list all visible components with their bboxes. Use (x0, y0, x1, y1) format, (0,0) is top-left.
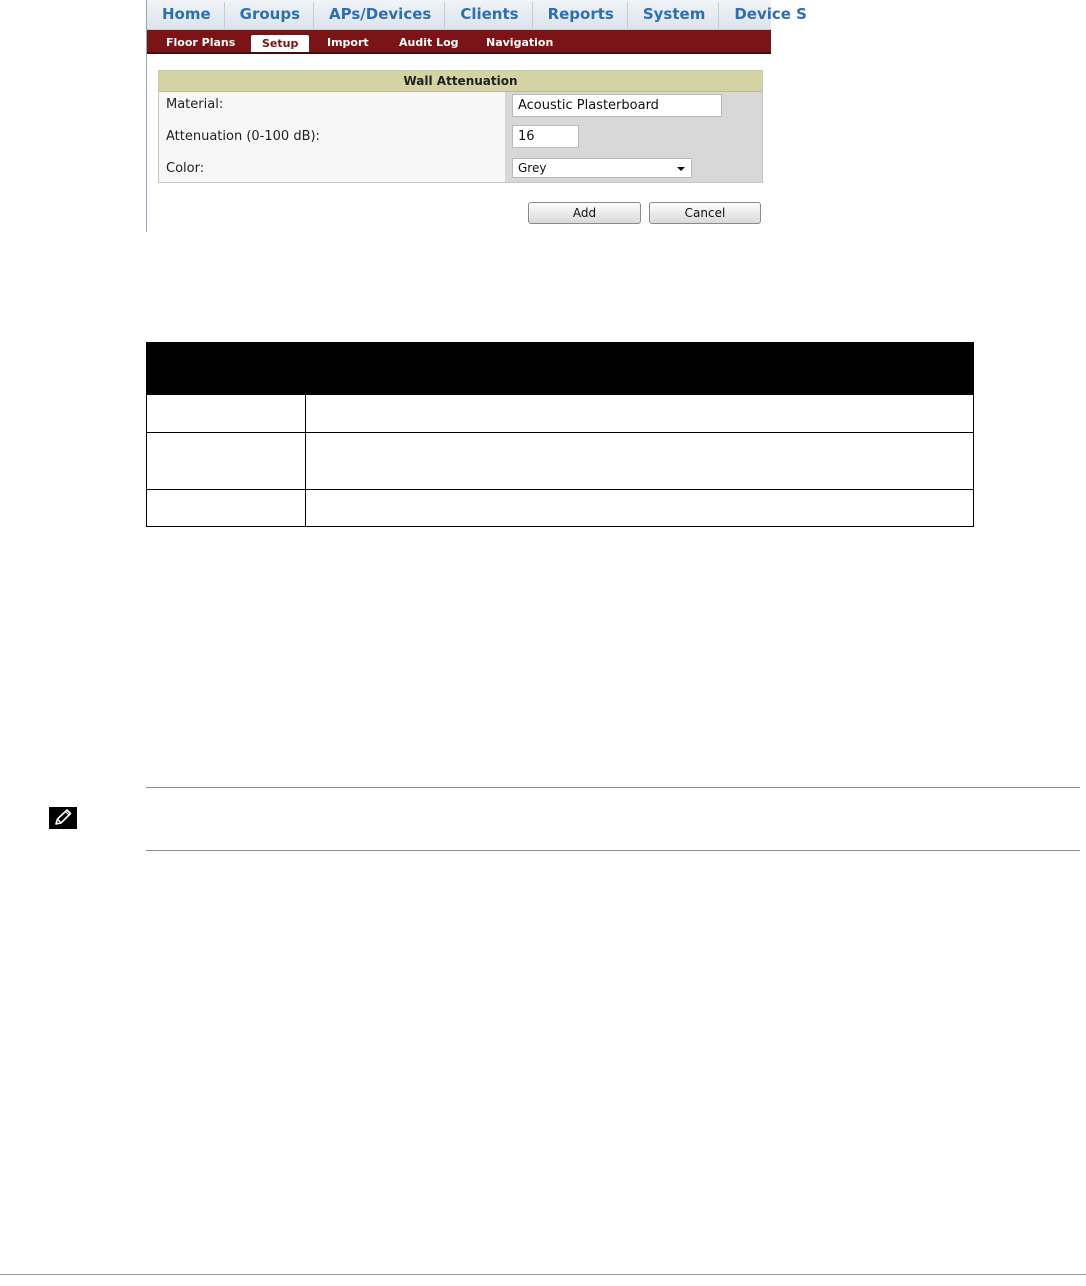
floor-plan-editor-screenshot (146, 0, 807, 232)
material-input[interactable]: Acoustic Plasterboard (512, 94, 722, 117)
page-footer-rule (0, 1274, 1086, 1275)
table-header-cell (306, 343, 974, 395)
nav-aps-devices[interactable]: APs/Devices (314, 2, 445, 29)
tab-setup[interactable]: Setup (251, 35, 309, 52)
note-top-rule (146, 787, 1080, 788)
attenuation-input[interactable]: 16 (512, 125, 579, 148)
tab-import[interactable]: Import (327, 36, 369, 49)
nav-device-setup[interactable]: Device S (734, 5, 807, 23)
nav-groups[interactable]: Groups (225, 2, 314, 29)
nav-clients[interactable]: Clients (445, 2, 532, 29)
note-pencil-icon (48, 806, 78, 830)
table-cell (147, 490, 306, 527)
nav-reports[interactable]: Reports (533, 2, 628, 29)
nav-home[interactable]: Home (147, 2, 225, 29)
table-row (147, 395, 974, 433)
cancel-button[interactable]: Cancel (649, 202, 761, 224)
tab-navigation[interactable]: Navigation (486, 36, 554, 49)
top-navigation (147, 0, 807, 30)
tab-audit-log[interactable]: Audit Log (399, 36, 459, 49)
color-label: Color: (166, 161, 205, 176)
table-header-row (147, 343, 974, 395)
wall-attenuation-panel (158, 70, 763, 183)
sub-navigation (147, 30, 771, 54)
tab-floor-plans[interactable]: Floor Plans (166, 36, 236, 49)
table-row (147, 490, 974, 527)
attenuation-label: Attenuation (0-100 dB): (166, 129, 320, 144)
nav-system[interactable]: System (628, 2, 719, 29)
panel-title: Wall Attenuation (159, 71, 762, 92)
table-row (147, 433, 974, 490)
note-bottom-rule (146, 850, 1080, 851)
table-header-cell (147, 343, 306, 395)
material-label: Material: (166, 97, 224, 112)
color-select-value: Grey (518, 161, 547, 175)
table-cell (147, 433, 306, 490)
table-cell (306, 490, 974, 527)
settings-table (146, 342, 974, 527)
table-cell (147, 395, 306, 433)
panel-body (159, 92, 762, 182)
color-select[interactable] (512, 158, 692, 178)
add-button[interactable]: Add (528, 202, 641, 224)
chevron-down-icon (677, 167, 685, 171)
table-cell (306, 395, 974, 433)
table-cell (306, 433, 974, 490)
